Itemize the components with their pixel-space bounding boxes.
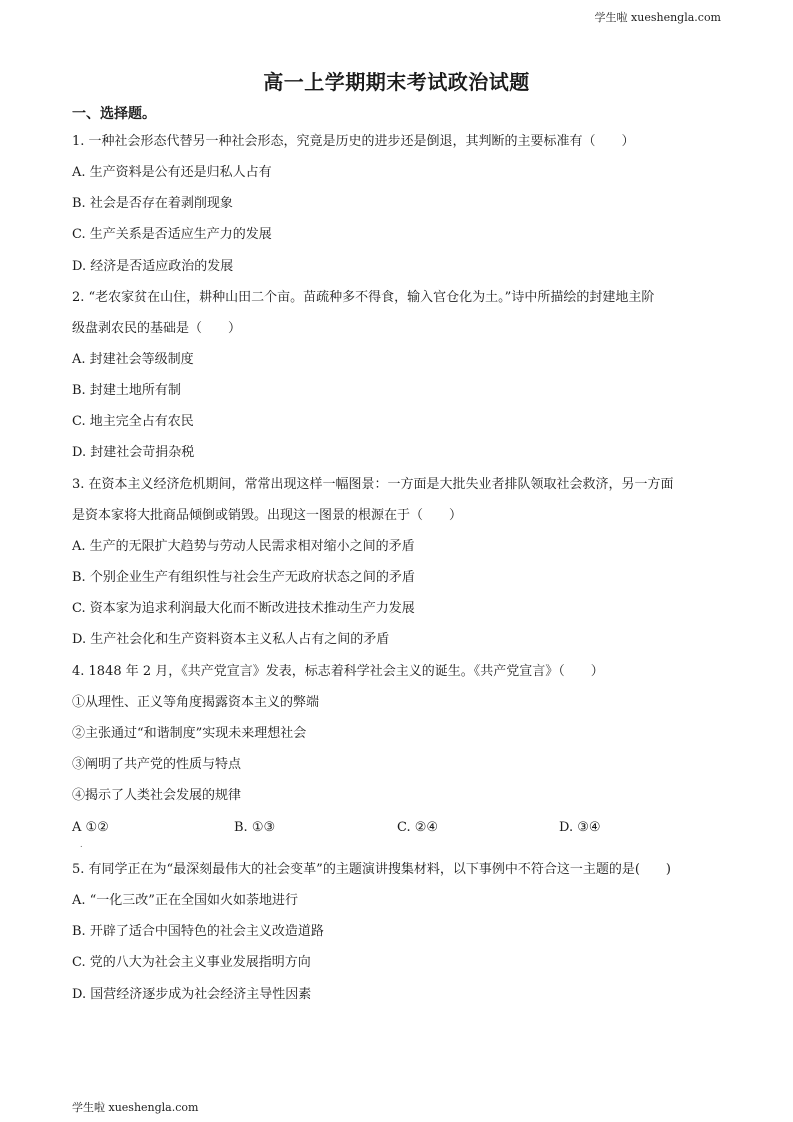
question-2-stem-line-1: 2. “老农家贫在山住，耕种山田二个亩。苗疏种多不得食，输入官仓化为土。”诗中所描绘的封建地主阶 [72,290,655,305]
stray-dot: . [80,840,83,849]
question-1-option-b: B. 社会是否存在着剥削现象 [72,196,233,211]
question-1-option-c: C. 生产关系是否适应生产力的发展 [72,227,272,242]
question-3-option-b: B. 个别企业生产有组织性与社会生产无政府状态之间的矛盾 [72,570,415,585]
question-5-stem: 5. 有同学正在为“最深刻最伟大的社会变革”的主题演讲搜集材料，以下事例中不符合这一主题的是( ) [72,862,671,877]
page-title: 高一上学期期末考试政治试题 [263,70,530,94]
section-heading: 一、选择题。 [72,106,156,122]
question-2-option-d: D. 封建社会苛捐杂税 [72,445,195,460]
question-5-option-d: D. 国营经济逐步成为社会经济主导性因素 [72,987,312,1002]
question-2-stem-line-2: 级盘剥农民的基础是（ ） [72,321,242,336]
question-4-statement-2: ②主张通过“和谐制度”实现未来理想社会 [72,726,307,741]
question-1-stem: 1. 一种社会形态代替另一种社会形态，究竟是历史的进步还是倒退，其判断的主要标准有（ ） [72,134,635,149]
question-5-option-c: C. 党的八大为社会主义事业发展指明方向 [72,955,311,970]
question-3-option-a: A. 生产的无限扩大趋势与劳动人民需求相对缩小之间的矛盾 [72,539,415,554]
question-3-stem-line-2: 是资本家将大批商品倾倒或销毁。出现这一图景的根源在于（ ） [72,508,463,523]
question-4-statement-3: ③阐明了共产党的性质与特点 [72,757,242,772]
question-2-option-b: B. 封建土地所有制 [72,383,181,398]
question-4-option-a: A ①② [72,820,109,835]
question-5-option-b: B. 开辟了适合中国特色的社会主义改造道路 [72,924,324,939]
page-footer: 学生啦 xueshengla.com [72,1101,199,1114]
question-3-option-d: D. 生产社会化和生产资料资本主义私人占有之间的矛盾 [72,632,390,647]
question-3-option-c: C. 资本家为追求利润最大化而不断改进技术推动生产力发展 [72,601,415,616]
question-1-option-d: D. 经济是否适应政治的发展 [72,259,234,274]
question-1-option-a: A. 生产资料是公有还是归私人占有 [72,165,272,180]
question-4-option-d: D. ③④ [559,820,601,835]
page-header: 学生啦 xueshengla.com [594,11,721,24]
question-2-option-c: C. 地主完全占有农民 [72,414,194,429]
question-4-option-c: C. ②④ [397,820,439,835]
question-2-option-a: A. 封建社会等级制度 [72,352,194,367]
question-5-option-a: A. “一化三改”正在全国如火如荼地进行 [72,893,298,908]
question-4-statement-1: ①从理性、正义等角度揭露资本主义的弊端 [72,695,320,710]
question-3-stem-line-1: 3. 在资本主义经济危机期间，常常出现这样一幅图景：一方面是大批失业者排队领取社会救济，另一方面 [72,477,674,492]
question-4-stem: 4. 1848 年 2 月，《共产党宣言》发表，标志着科学社会主义的诞生。《共产党宣言》（ ） [72,664,604,679]
question-4-statement-4: ④揭示了人类社会发展的规律 [72,788,242,803]
question-4-option-b: B. ①③ [234,820,276,835]
